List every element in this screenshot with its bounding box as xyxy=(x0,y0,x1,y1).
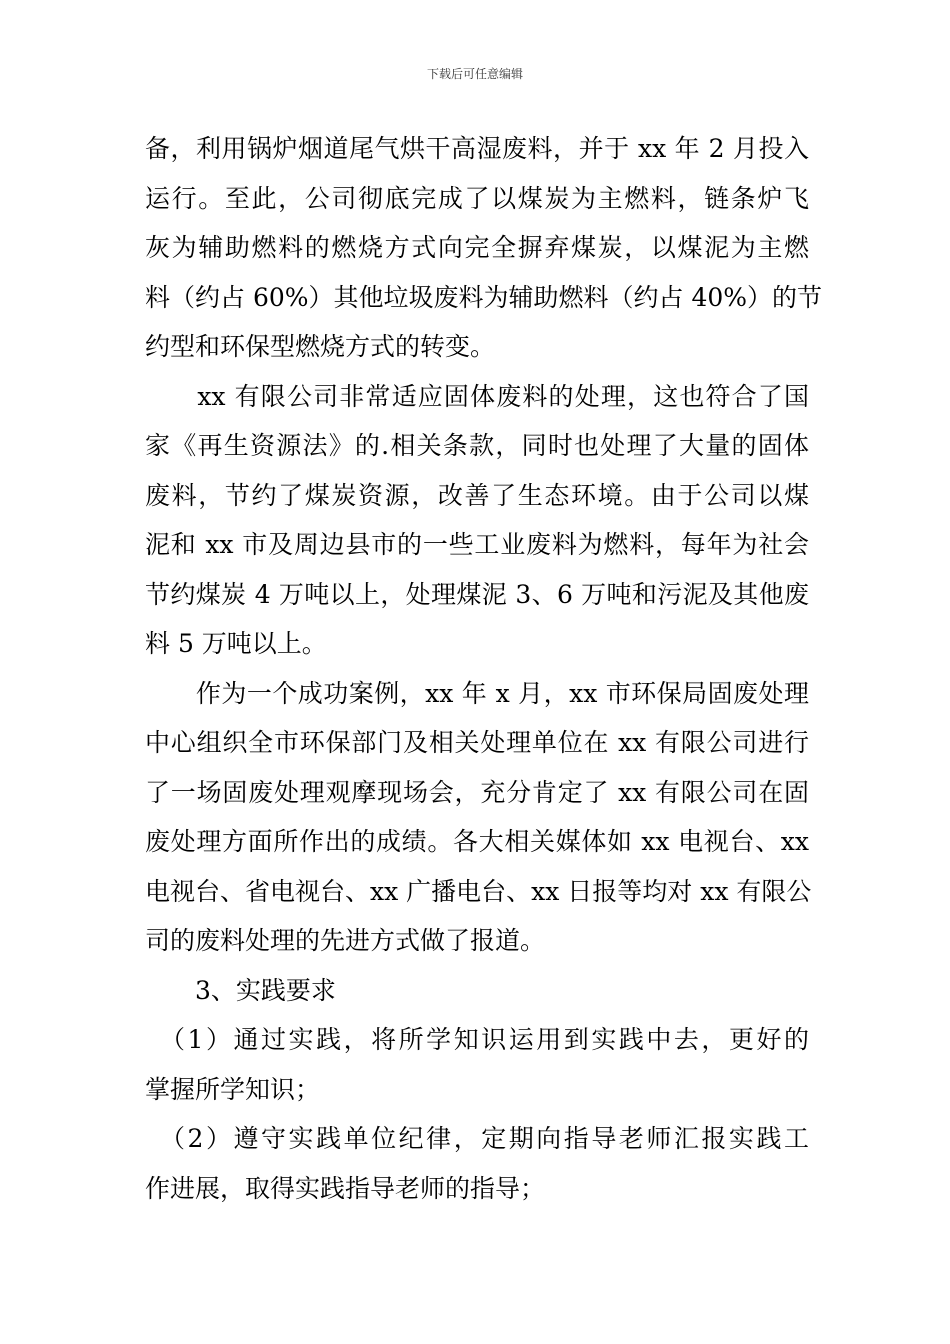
text-line: 了一场固废处理观摩现场会，充分肯定了 xx 有限公司在固 xyxy=(145,777,809,807)
paragraph-2 xyxy=(145,372,809,669)
paragraph-3 xyxy=(145,669,812,966)
heading-line: 3、实践要求 xyxy=(145,975,336,1005)
text-line: 电视台、省电视台、xx 广播电台、xx 日报等均对 xx 有限公 xyxy=(145,876,812,906)
section-heading xyxy=(145,966,809,1016)
text-line: 作进展，取得实践指导老师的指导； xyxy=(145,1173,546,1203)
text-line: （1）通过实践，将所学知识运用到实践中去，更好的 xyxy=(145,1025,809,1054)
text-line: 废料，节约了煤炭资源，改善了生态环境。由于公司以煤 xyxy=(145,480,809,510)
text-line: 约型和环保型燃烧方式的转变。 xyxy=(145,332,496,361)
document-body xyxy=(145,124,823,1213)
text-line: 作为一个成功案例，xx 年 x 月，xx 市环保局固废处理 xyxy=(145,678,809,708)
text-line: 废处理方面所作出的成绩。各大相关媒体如 xx 电视台、xx xyxy=(145,827,809,856)
requirement-item-2 xyxy=(145,1114,809,1213)
text-line: 中心组织全市环保部门及相关处理单位在 xx 有限公司进行 xyxy=(145,728,809,757)
text-line: 运行。至此，公司彻底完成了以煤炭为主燃料，链条炉飞 xyxy=(145,183,809,213)
text-line: 家《再生资源法》的.相关条款，同时也处理了大量的固体 xyxy=(145,431,809,460)
text-line: 司的废料处理的先进方式做了报道。 xyxy=(145,926,546,955)
text-line: xx 有限公司非常适应固体废料的处理，这也符合了国 xyxy=(145,381,809,411)
text-line: 料 5 万吨以上。 xyxy=(145,629,327,658)
text-line: 灰为辅助燃料的燃烧方式向完全摒弃煤炭，以煤泥为主燃 xyxy=(145,233,809,262)
text-line: 泥和 xx 市及周边县市的一些工业废料为燃料，每年为社会 xyxy=(145,530,809,559)
text-line: 备，利用锅炉烟道尾气烘干高湿废料，并于 xx 年 2 月投入 xyxy=(145,134,809,163)
page-header-caption: 下载后可任意编辑 xyxy=(426,67,523,81)
text-line: 料（约占 60%）其他垃圾废料为辅助燃料（约占 40%）的节 xyxy=(145,282,823,312)
text-line: 掌握所学知识； xyxy=(145,1074,321,1104)
requirement-item-1 xyxy=(145,1015,809,1114)
paragraph-1 xyxy=(145,124,823,372)
text-line: 节约煤炭 4 万吨以上，处理煤泥 3、6 万吨和污泥及其他废 xyxy=(145,579,809,609)
text-line: （2）遵守实践单位纪律，定期向指导老师汇报实践工 xyxy=(145,1124,809,1153)
